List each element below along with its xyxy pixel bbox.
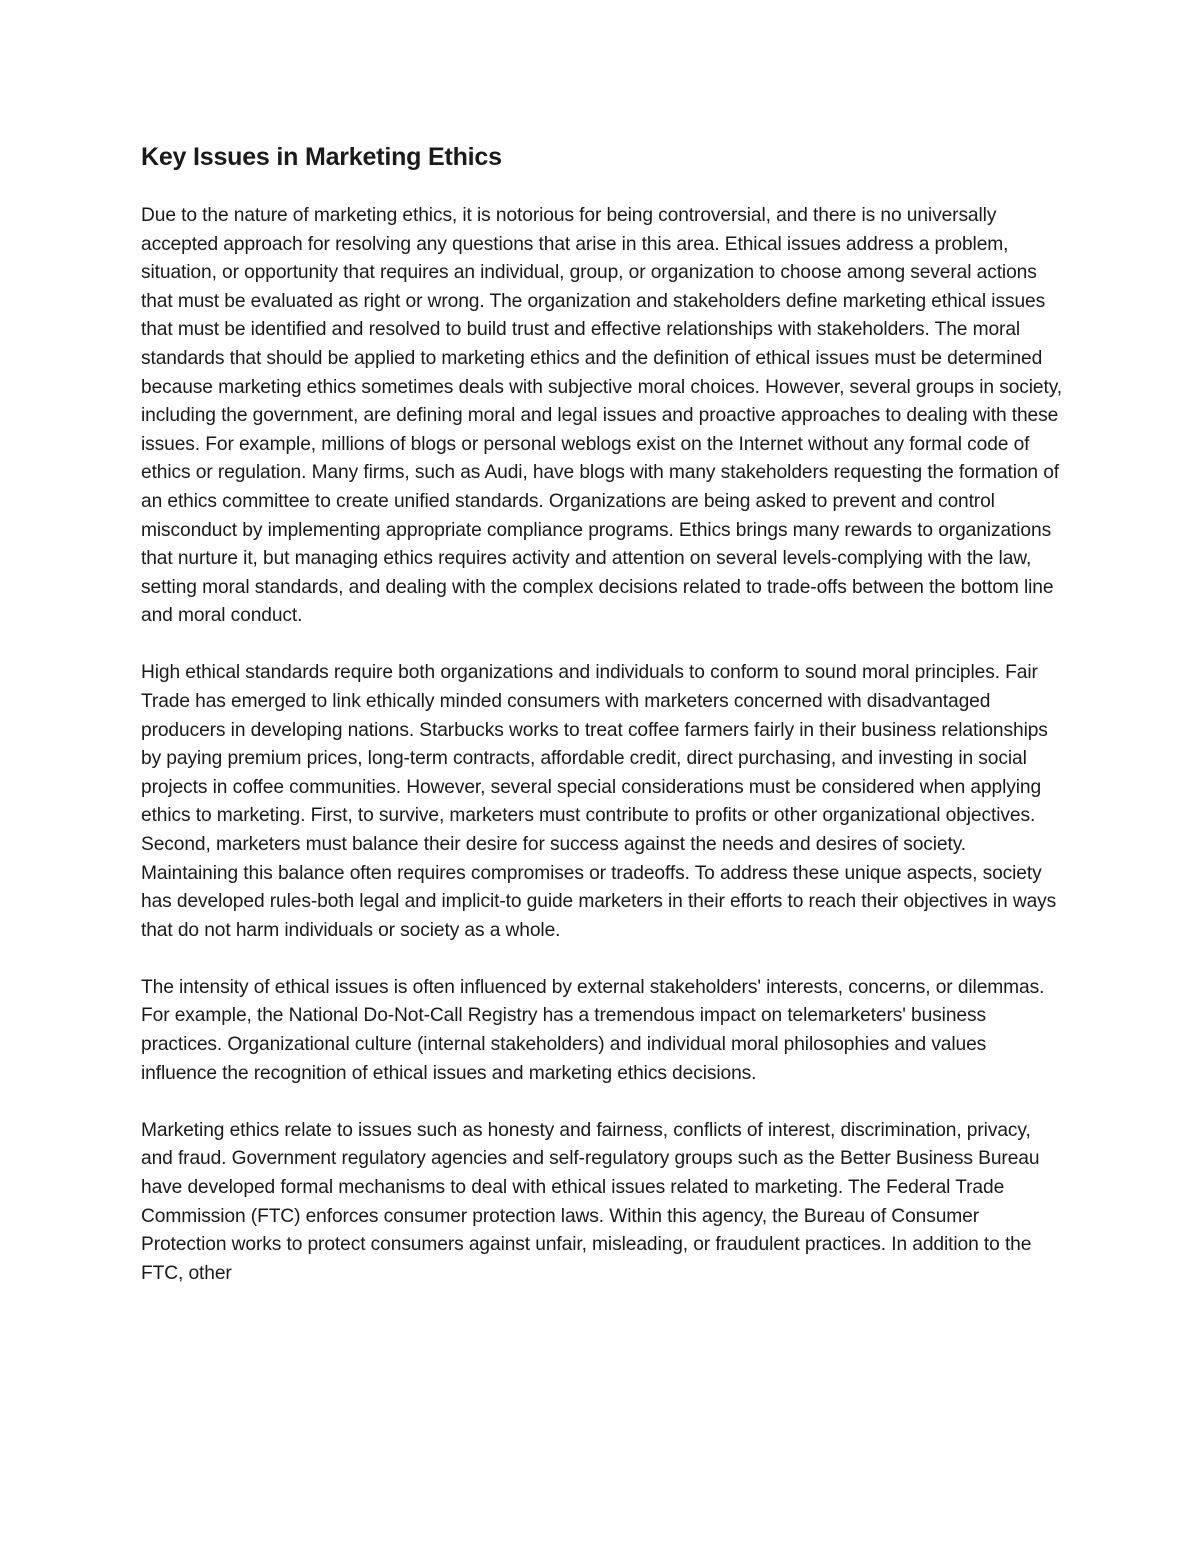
paragraph-4: Marketing ethics relate to issues such as honesty and fairness, conflicts of interest, discrimination, privacy, and fraud. Government regulatory agencies and self-regulatory groups such as the Better Business Bureau have developed formal mechanisms to deal with ethical issues related to marketing. The Federal Trade Commission (FTC) enforces consumer protection laws. Within this agency, the Bureau of Consumer Protection works to protect consumers against unfair, misleading, or fraudulent practices. In addition to the FTC, other xyxy=(141,1119,1040,1284)
paragraph-3: The intensity of ethical issues is often influenced by external stakeholders' interests, concerns, or dilemmas. For example, the National Do-Not-Call Registry has a tremendous impact on telemarketers' business practices. Organizational culture (internal stakeholders) and individual moral philosophies and values influence the recognition of ethical issues and marketing ethics decisions. xyxy=(141,976,1045,1084)
document-title: Key Issues in Marketing Ethics xyxy=(141,143,502,171)
paragraph-1: Due to the nature of marketing ethics, it is notorious for being controversial, and there is no universally accepted approach for resolving any questions that arise in this area. Ethical issues address a problem, situation, or opportunity that requires an individual, group, or organization to choose among several actions that must be evaluated as right or wrong. The organization and stakeholders define marketing ethical issues that must be identified and resolved to build trust and effective relationships with stakeholders. The moral standards that should be applied to marketing ethics and the definition of ethical issues must be determined because marketing ethics sometimes deals with subjective moral choices. However, several groups in society, including the government, are defining moral and legal issues and proactive approaches to dealing with these issues. For example, millions of blogs or personal weblogs exist on the Internet without any formal code of ethics or regulation. Many firms, such as Audi, have blogs with many stakeholders requesting the formation of an ethics committee to create unified standards. Organizations are being asked to prevent and control misconduct by implementing appropriate compliance programs. Ethics brings many rewards to organizations that nurture it, but managing ethics requires activity and attention on several levels-complying with the law, setting moral standards, and dealing with the complex decisions related to trade-offs between the bottom line and moral conduct. xyxy=(141,205,1063,627)
paragraph-2: High ethical standards require both organizations and individuals to conform to sound moral principles. Fair Trade has emerged to link ethically minded consumers with marketers concerned with disadvantaged producers in developing nations. Starbucks works to treat coffee farmers fairly in their business relationships by paying premium prices, long-term contracts, affordable credit, direct purchasing, and investing in social projects in coffee communities. However, several special considerations must be considered when applying ethics to marketing. First, to survive, marketers must contribute to profits or other organizational objectives. Second, marketers must balance their desire for success against the needs and desires of society. Maintaining this balance often requires compromises or tradeoffs. To address these unique aspects, society has developed rules-both legal and implicit-to guide marketers in their efforts to reach their objectives in ways that do not harm individuals or society as a whole. xyxy=(141,662,1057,941)
document-body xyxy=(141,138,1066,1317)
